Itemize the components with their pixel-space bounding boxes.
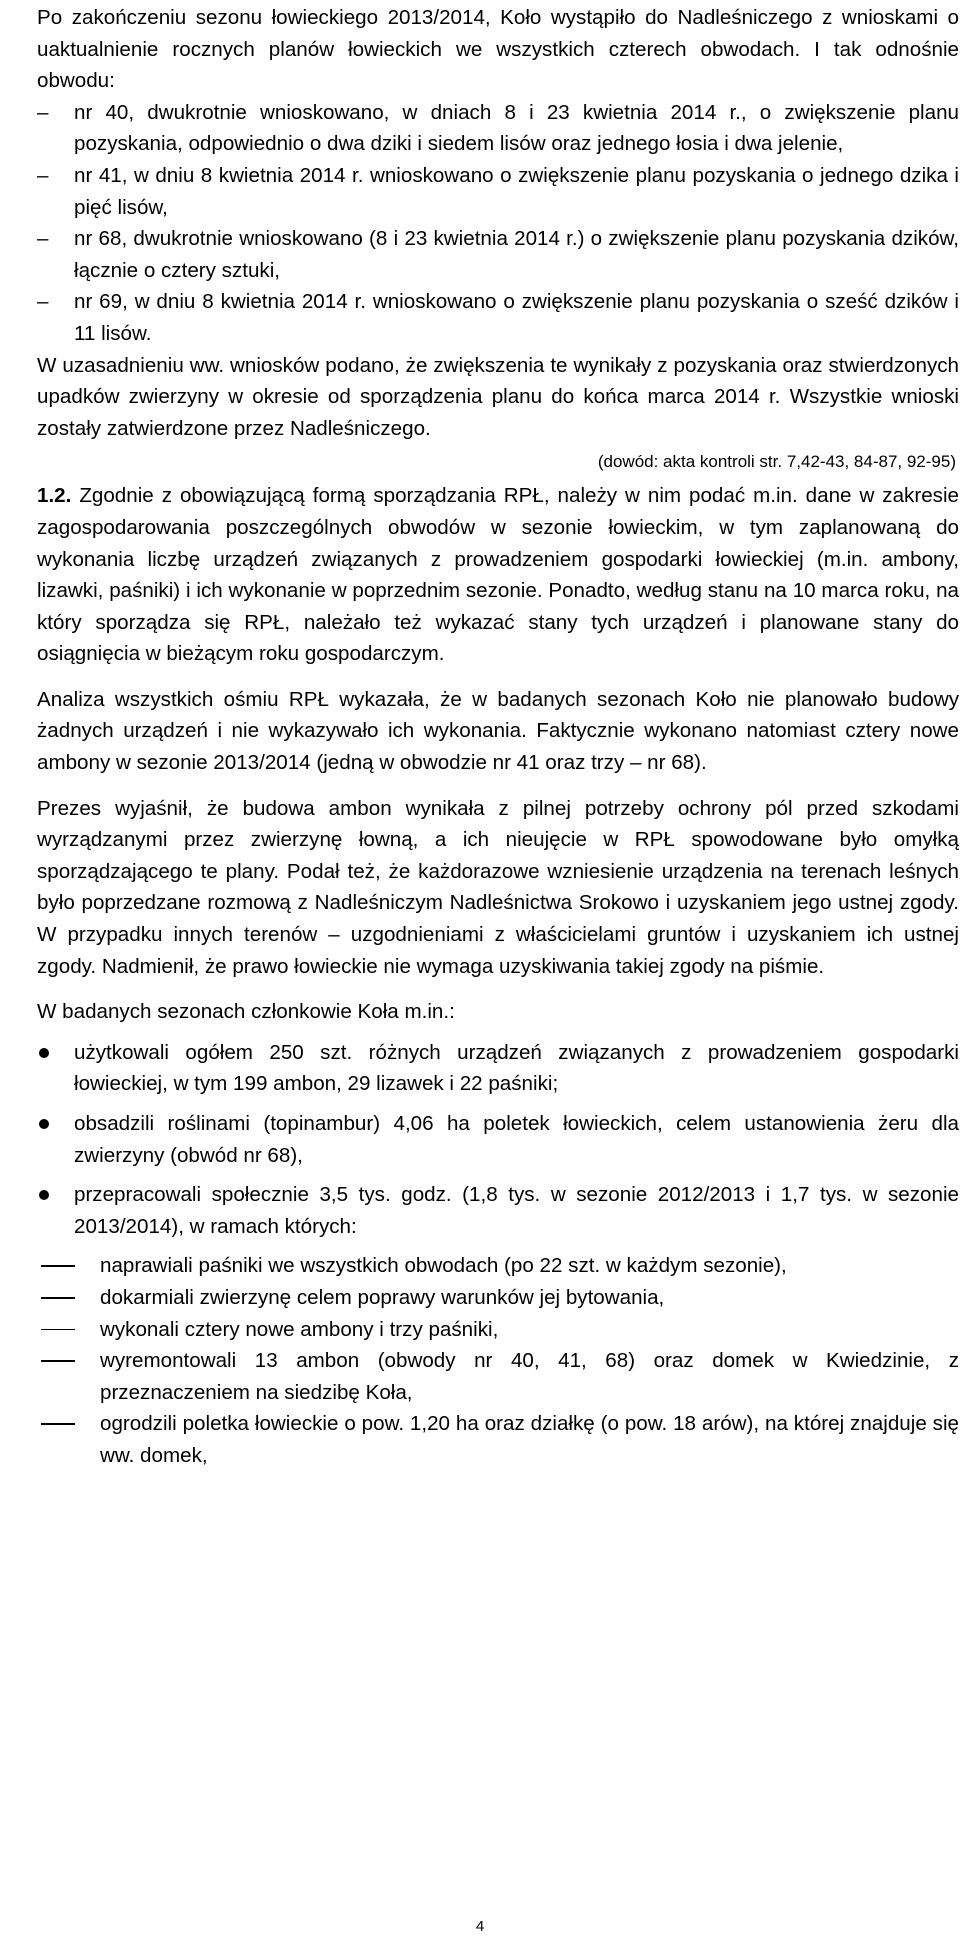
- analysis-paragraph: Analiza wszystkich ośmiu RPŁ wykazała, że w badanych sezonach Koło nie planowało budowy żadnych urządzeń i nie wykazywało ich wykonania. Faktycznie wykonano natomiast cztery nowe ambony w sezonie 2013/2014 (jedną w obwodzie nr 41 oraz trzy – nr 68).: [37, 687, 959, 775]
- district-item: [37, 286, 959, 349]
- section-number: 1.2.: [37, 484, 72, 508]
- members-intro: W badanych sezonach członkowie Koła m.in.:: [37, 1000, 455, 1024]
- dash-icon: [41, 1265, 75, 1267]
- intro-paragraph: Po zakończeniu sezonu łowieckiego 2013/2014, Koło wystąpiło do Nadleśniczego z wnioskami o uaktualnienie rocznych planów łowieckich we wszystkich czterech obwodach. I tak odnośnie obwodu:: [37, 6, 959, 93]
- bullet-icon: [39, 1190, 49, 1200]
- dash-marker: –: [37, 290, 49, 314]
- dash-marker: –: [37, 100, 49, 124]
- bullet-text: obsadzili roślinami (topinambur) 4,06 ha poletek łowieckich, celem ustanowienia żeru dla zwierzyny (obwód nr 68),: [74, 1112, 959, 1167]
- bullet-icon: [39, 1048, 49, 1058]
- sub-item-text: wykonali cztery nowe ambony i trzy paśniki,: [100, 1317, 499, 1341]
- bullet-text: przepracowali społecznie 3,5 tys. godz. (1,8 tys. w sezonie 2012/2013 i 1,7 tys. w sezonie 2013/2014), w ramach których:: [74, 1183, 959, 1238]
- page-number: 4: [475, 1918, 485, 1935]
- sub-list-item: [37, 1250, 959, 1282]
- sub-item-text: ogrodzili poletka łowieckie o pow. 1,20 ha oraz działkę (o pow. 18 arów), na której znajduje się ww. domek,: [100, 1412, 959, 1467]
- justification-paragraph: W uzasadnieniu ww. wniosków podano, że zwiększenia te wynikały z pozyskania oraz stwierdzonych upadków zwierzyny w okresie od sporządzenia planu do końca marca 2014 r. Wszystkie wnioski zostały zatwierdzone przez Nadleśniczego.: [37, 353, 959, 440]
- dash-icon: [41, 1360, 75, 1362]
- district-item: [37, 97, 959, 160]
- sub-item-text: naprawiali paśniki we wszystkich obwodach (po 22 szt. w każdym sezonie),: [100, 1254, 787, 1278]
- bullet-icon: [39, 1119, 49, 1129]
- sub-list-item: [37, 1282, 959, 1314]
- section-text: Zgodnie z obowiązującą formą sporządzania RPŁ, należy w nim podać m.in. dane w zakresie zagospodarowania poszczególnych obwodów w sezonie łowieckim, w tym zaplanowaną do wykonania liczbę urządzeń związanych z prowadzeniem gospodarki łowieckiej (m.in. ambony, lizawki, paśniki) i ich wykonanie w poprzednim sezonie. Ponadto, według stanu na 10 marca roku, na który sporządza się RPŁ, należało też wykazać stany tych urządzeń i planowane stany do osiągnięcia w bieżącym roku gospodarczym.: [37, 484, 959, 666]
- district-list: [37, 97, 959, 350]
- bullet-item: [37, 1037, 959, 1100]
- page-content: [37, 2, 959, 1472]
- district-text: nr 68, dwukrotnie wnioskowano (8 i 23 kwietnia 2014 r.) o zwiększenie planu pozyskania dzików, łącznie o cztery sztuki,: [74, 227, 959, 282]
- sub-item-text: wyremontowali 13 ambon (obwody nr 40, 41, 68) oraz domek w Kwiedzinie, z przeznaczeniem na siedzibę Koła,: [100, 1349, 959, 1404]
- district-text: nr 41, w dniu 8 kwietnia 2014 r. wnioskowano o zwiększenie planu pozyskania o jednego dzika i pięć lisów,: [74, 163, 959, 219]
- bullet-list: [37, 1037, 959, 1243]
- district-text: nr 69, w dniu 8 kwietnia 2014 r. wnioskowano o zwiększenie planu pozyskania o sześć dzików i 11 lisów.: [74, 290, 959, 345]
- president-paragraph: Prezes wyjaśnił, że budowa ambon wynikała z pilnej potrzeby ochrony pól przed szkodami wyrządzanymi przez zwierzynę łowną, a ich nieujęcie w RPŁ spowodowane było omyłką sporządzającego te plany. Podał też, że każdorazowe wzniesienie urządzenia na terenach leśnych było poprzedzane rozmową z Nadleśniczym Nadleśnictwa Srokowo i uzyskaniem jego ustnej zgody. W przypadku innych terenów – uzgodnieniami z właścicielami gruntów i uzyskaniem ich ustnej zgody. Nadmienił, że prawo łowieckie nie wymaga uzyskiwania takiej zgody na piśmie.: [37, 796, 959, 978]
- dash-icon: [41, 1329, 75, 1331]
- evidence-reference: (dowód: akta kontroli str. 7,42-43, 84-87, 92-95): [597, 452, 956, 472]
- dash-marker: –: [37, 227, 49, 251]
- district-text: nr 40, dwukrotnie wnioskowano, w dniach 8 i 23 kwietnia 2014 r., o zwiększenie planu pozyskania, odpowiednio o dwa dziki i siedem lisów oraz jednego łosia i dwa jelenie,: [74, 100, 959, 156]
- dash-icon: [41, 1423, 75, 1425]
- sub-list-item: [37, 1408, 959, 1471]
- sub-item-text: dokarmiali zwierzynę celem poprawy warunków jej bytowania,: [100, 1285, 665, 1309]
- dash-icon: [41, 1297, 75, 1299]
- dash-marker: –: [37, 163, 49, 187]
- sub-list-item: [37, 1314, 959, 1346]
- bullet-item: [37, 1108, 959, 1171]
- sub-list: [37, 1250, 959, 1471]
- sub-list-item: [37, 1345, 959, 1408]
- bullet-item: [37, 1179, 959, 1242]
- district-item: [37, 160, 959, 223]
- bullet-text: użytkowali ogółem 250 szt. różnych urządzeń związanych z prowadzeniem gospodarki łowieckiej, w tym 199 ambon, 29 lizawek i 22 paśniki;: [74, 1040, 959, 1096]
- section-paragraph: [37, 480, 959, 670]
- district-item: [37, 223, 959, 286]
